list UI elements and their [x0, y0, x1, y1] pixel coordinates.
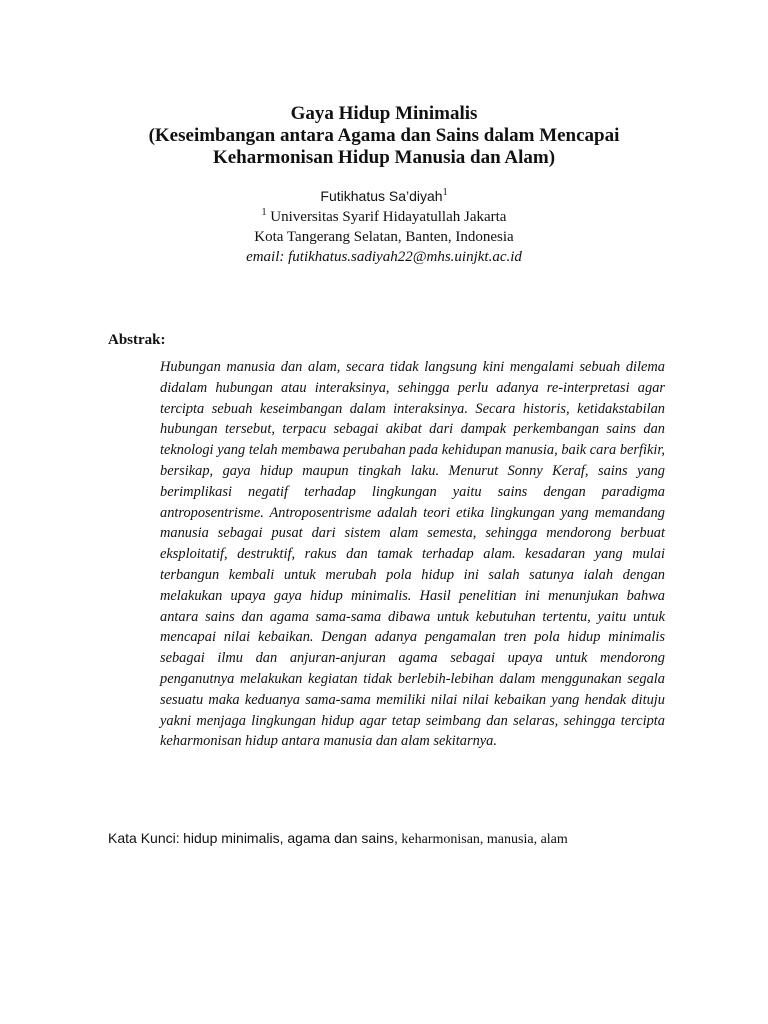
- abstract-text: Hubungan manusia dan alam, secara tidak langsung kini mengalami sebuah dilema didalam hubungan atau interaksinya, sehingga perlu adanya re-interpretasi agar tercipta sebuah keseimbangan dalam interaksinya. Secara historis, ketidakstabilan hubungan tersebut, terpacu sebagai akibat dari dampak perkembangan sains dan teknologi yang telah membawa perubahan pada kehidupan manusia, baik cara berfikir, bersikap, gaya hidup maupun tingkah laku. Menurut Sonny Keraf, sains yang berimplikasi negatif terhadap lingkungan yaitu sains dengan paradigma antroposentrisme. Antroposentrisme adalah teori etika lingkungan yang memandang manusia sebagai pusat dari sistem alam semesta, sehingga mendorong berbuat eksploitatif, destruktif, rakus dan tamak terhadap alam. kesadaran yang mulai terbangun kembali untuk merubah pola hidup ini salah satunya ialah dengan melakukan upaya gaya hidup minimalis. Hasil penelitian ini menunjukan bahwa antara sains dan agama sama-sama dibawa untuk kebutuhan tertentu, yaitu untuk mencapai nilai kebaikan. Dengan adanya pengamalan tren pola hidup minimalis sebagai ilmu dan anjuran-anjuran agama sebagai upaya untuk mendorong penganutnya melakukan kegiatan tidak berlebih-lebihan dalam menggunakan segala sesuatu maka keduanya sama-sama memiliki nilai nilai kebaikan yang hendak dituju yakni menjaga lingkungan hidup agar tetap seimbang dan selaras, sehingga tercipta keharmonisan hidup antara manusia dan alam sekitarnya.: [160, 359, 665, 750]
- author-email: email: futikhatus.sadiyah22@mhs.uinjkt.ac.id: [246, 249, 522, 265]
- keywords-serif-part: keharmonisan, manusia, alam: [401, 832, 568, 847]
- author-line: [0, 186, 768, 207]
- keywords-label: Kata Kunci:: [108, 830, 180, 846]
- author-name: Futikhatus Sa’diyah: [320, 188, 443, 204]
- author-block: [0, 186, 768, 267]
- affiliation: Universitas Syarif Hidayatullah Jakarta: [270, 209, 507, 225]
- abstract-heading: Abstrak:: [108, 332, 166, 348]
- location: Kota Tangerang Selatan, Banten, Indonesia: [254, 229, 514, 245]
- keywords-sans-part: hidup minimalis, agama dan sains,: [183, 830, 398, 846]
- title-line-1: Gaya Hidup Minimalis: [290, 103, 478, 124]
- affiliation-line: [0, 207, 768, 227]
- author-superscript: 1: [442, 187, 448, 198]
- title-line-2: (Keseimbangan antara Agama dan Sains dalam Mencapai: [148, 125, 620, 146]
- affiliation-superscript: 1: [261, 207, 267, 218]
- keywords: [108, 830, 568, 848]
- title-line-3: Keharmonisan Hidup Manusia dan Alam): [212, 147, 556, 168]
- paper-title: [0, 103, 768, 169]
